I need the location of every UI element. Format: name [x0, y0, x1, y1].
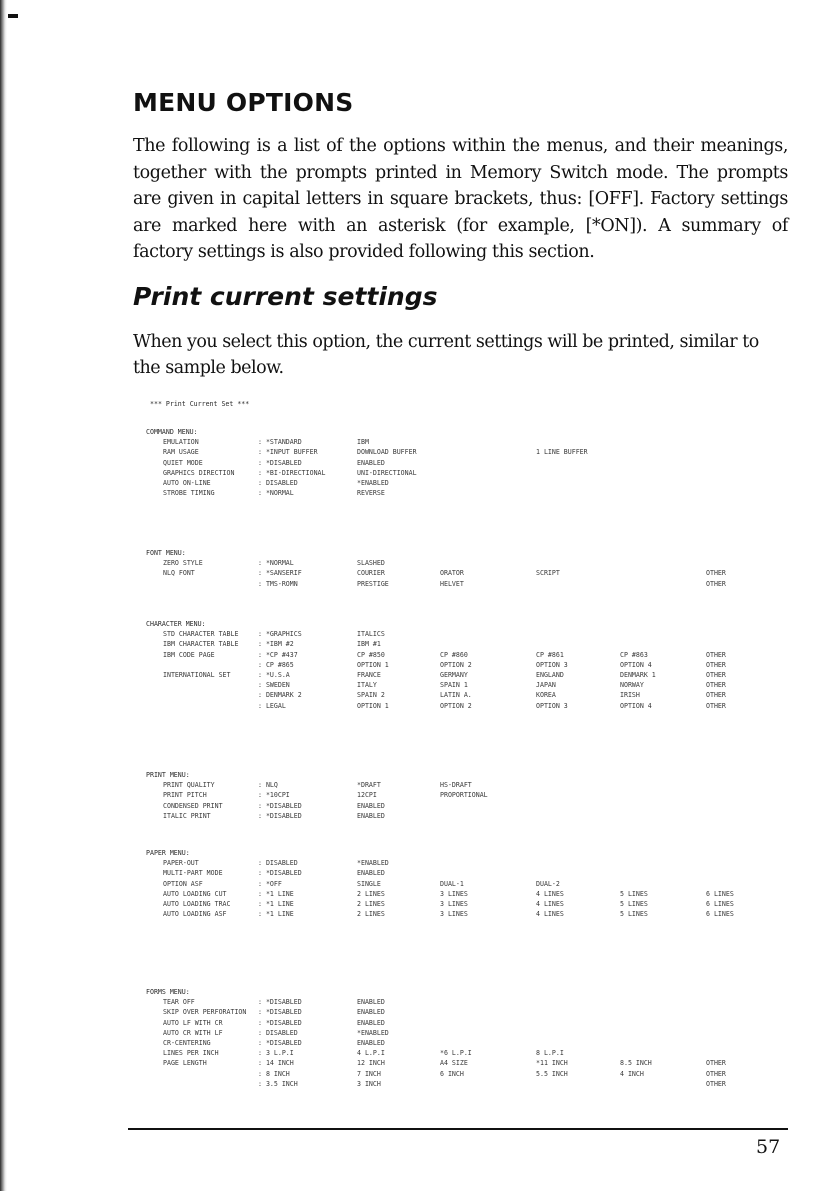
printout-option-value: OPTION 2 — [440, 701, 472, 710]
printout-option-value: 8 L.P.I — [536, 1049, 564, 1058]
printout-option-label: OPTION ASF — [163, 879, 203, 888]
printout-option-value: 3 LINES — [440, 900, 468, 908]
printout-option-value: : *10CPI — [258, 791, 290, 800]
printout-option-label: IBM CODE PAGE — [163, 650, 215, 659]
printout-option-value: OTHER — [706, 1059, 726, 1068]
printout-option-value: : *DISABLED — [258, 811, 302, 820]
printout-option-value: CP #850 — [357, 650, 385, 659]
printout-option-label: GRAPHICS DIRECTION — [163, 468, 235, 477]
printout-option-value: 6 LINES — [706, 889, 734, 898]
printout-option-value: ENABLED — [357, 998, 385, 1007]
printout-option-value: SPAIN 1 — [440, 681, 468, 690]
printout-option-value: DOWNLOAD BUFFER — [357, 448, 417, 457]
printout-option-label: PRINT QUALITY — [163, 781, 215, 790]
printout-option-label: INTERNATIONAL SET — [163, 671, 231, 679]
printout-option-value: : *NORMAL — [258, 559, 294, 568]
printout-option-value: *6 L.P.I — [440, 1049, 472, 1058]
printout-option-value: *ENABLED — [357, 479, 389, 487]
printout-option-value: : DENMARK 2 — [258, 691, 302, 700]
printout-option-value: : *NORMAL — [258, 489, 294, 498]
intro-paragraph: The following is a list of the options within the menus, and their meanings, together with the prompts printed in Memory Switch mode. The prompts are given in capital letters in square brackets, thus: [OFF]. Factory settings are marked here with an asterisk (for example, [*ON]). A summary of factory settings is also provided following this section. — [133, 136, 788, 262]
printout-option-value: KOREA — [536, 691, 556, 700]
printout-menu-name: CHARACTER MENU: — [146, 620, 206, 628]
printout-option-value: 3 INCH — [357, 1079, 381, 1088]
printout-option-value: 7 INCH — [357, 1069, 381, 1078]
printout-option-value: : *DISABLED — [258, 1039, 302, 1047]
printout-option-value: ENABLED — [357, 811, 385, 820]
printout-option-value: OTHER — [706, 701, 726, 710]
printout-option-value: : TMS-ROMN — [258, 579, 298, 588]
printout-menu-name: FORMS MENU: — [146, 988, 190, 996]
printout-option-value: ITALY — [357, 681, 377, 690]
printout-option-value: OPTION 2 — [440, 660, 472, 669]
printout-option-value: CP #863 — [620, 650, 648, 659]
printout-option-label: AUTO LOADING TRAC — [163, 900, 231, 908]
printout-option-label: AUTO CR WITH LF — [163, 1028, 223, 1037]
printout-option-value: 4 LINES — [536, 889, 564, 898]
printout-option-label: LINES PER INCH — [163, 1049, 219, 1058]
printout-option-value: 6 INCH — [440, 1069, 464, 1078]
printout-option-value: : 3.5 INCH — [258, 1079, 298, 1088]
printout-option-value: : *1 LINE — [258, 889, 294, 898]
printout-option-value: : *DISABLED — [258, 1008, 302, 1017]
printout-option-label: CR-CENTERING — [163, 1039, 211, 1047]
printout-option-value: ENGLAND — [536, 671, 564, 679]
printout-option-value: ENABLED — [357, 801, 385, 810]
printout-header: *** Print Current Set *** — [150, 400, 250, 408]
printout-option-value: : SWEDEN — [258, 681, 290, 690]
printout-option-value: : *DISABLED — [258, 869, 302, 878]
printout-option-value: : *GRAPHICS — [258, 630, 302, 639]
printout-option-label: PAGE LENGTH — [163, 1059, 207, 1068]
printout-option-label: QUIET MODE — [163, 458, 203, 467]
printout-option-value: SPAIN 2 — [357, 691, 385, 700]
printout-option-value: : 8 INCH — [258, 1069, 290, 1078]
printout-option-value: OPTION 4 — [620, 701, 652, 710]
printout-option-value: 12 INCH — [357, 1059, 385, 1068]
printout-option-label: IBM CHARACTER TABLE — [163, 640, 239, 649]
printout-option-value: ENABLED — [357, 1008, 385, 1017]
printout-option-label: RAM USAGE — [163, 448, 199, 457]
printout-option-value: DUAL-1 — [440, 879, 464, 888]
printout-option-value: : *1 LINE — [258, 910, 294, 919]
printout-option-label: AUTO LOADING ASF — [163, 910, 227, 919]
printout-option-value: 4 L.P.I — [357, 1049, 385, 1058]
printout-option-value: ORATOR — [440, 569, 464, 578]
printout-menu-name: PAPER MENU: — [146, 849, 190, 857]
printout-option-value: : *1 LINE — [258, 900, 294, 908]
printout-option-value: OTHER — [706, 660, 726, 669]
printout-option-value: : *SANSERIF — [258, 569, 302, 578]
printout-option-value: CP #860 — [440, 650, 468, 659]
printout-option-value: SLASHED — [357, 559, 385, 568]
printout-option-value: OTHER — [706, 650, 726, 659]
printout-menu-name: COMMAND MENU: — [146, 428, 198, 436]
printout-option-value: : *U.S.A — [258, 671, 290, 679]
printout-option-value: : DISABLED — [258, 479, 298, 487]
printout-option-value: : *DISABLED — [258, 998, 302, 1007]
printout-option-value: OTHER — [706, 569, 726, 578]
printout-option-value: OPTION 3 — [536, 660, 568, 669]
printout-option-value: : *STANDARD — [258, 438, 302, 447]
printout-option-value: 4 INCH — [620, 1069, 644, 1078]
printout-option-value: : NLQ — [258, 781, 278, 790]
page-title: MENU OPTIONS — [133, 88, 354, 117]
printout-option-value: REVERSE — [357, 489, 385, 498]
section-title: Print current settings — [133, 282, 438, 311]
printout-option-value: : *IBM #2 — [258, 640, 294, 649]
printout-option-value: 5 LINES — [620, 910, 648, 919]
printout-option-value: : *DISABLED — [258, 1018, 302, 1027]
printout-option-value: ENABLED — [357, 869, 385, 878]
printout-option-label: AUTO ON-LINE — [163, 479, 211, 487]
printout-option-value: : *CP #437 — [258, 650, 298, 659]
printout-option-value: SINGLE — [357, 879, 381, 888]
printout-option-label: NLQ FONT — [163, 569, 195, 578]
printout-option-value: IBM — [357, 438, 369, 447]
printout-option-value: PROPORTIONAL — [440, 791, 488, 800]
printout-option-label: STD CHARACTER TABLE — [163, 630, 239, 639]
printout-option-value: : DISABLED — [258, 859, 298, 868]
printout-option-value: 2 LINES — [357, 910, 385, 919]
printout-option-value: : CP #865 — [258, 660, 294, 669]
printout-option-value: : *DISABLED — [258, 458, 302, 467]
printout-option-value: 2 LINES — [357, 889, 385, 898]
printout-option-value: 8.5 INCH — [620, 1059, 652, 1068]
printout-option-value: OTHER — [706, 681, 726, 690]
printout-option-value: OTHER — [706, 1069, 726, 1078]
printout-option-value: : *INPUT BUFFER — [258, 448, 318, 457]
printout-option-value: CP #861 — [536, 650, 564, 659]
printout-option-value: SCRIPT — [536, 569, 560, 578]
printout-option-value: GERMANY — [440, 671, 468, 679]
printout-option-value: OTHER — [706, 671, 726, 679]
printout-option-value: *ENABLED — [357, 859, 389, 868]
printout-option-value: DENMARK 1 — [620, 671, 656, 679]
printout-option-value: COURIER — [357, 569, 385, 578]
printout-option-value: JAPAN — [536, 681, 556, 690]
printout-option-label: ZERO STYLE — [163, 559, 203, 568]
printout-option-value: 12CPI — [357, 791, 377, 800]
printout-option-value: : LEGAL — [258, 701, 286, 710]
printout-option-value: : *OFF — [258, 879, 282, 888]
printout-option-value: : *BI-DIRECTIONAL — [258, 468, 326, 477]
bottom-rule — [128, 1128, 788, 1130]
printout-option-value: OPTION 1 — [357, 660, 389, 669]
printout-option-value: OTHER — [706, 579, 726, 588]
printout-option-value: IBM #1 — [357, 640, 381, 649]
printout-option-value: ENABLED — [357, 458, 385, 467]
printout-option-value: OTHER — [706, 1079, 726, 1088]
printout-option-value: : 14 INCH — [258, 1059, 294, 1068]
printout-option-value: DUAL-2 — [536, 879, 560, 888]
printout-option-label: PAPER-OUT — [163, 859, 199, 868]
printout-option-value: FRANCE — [357, 671, 381, 679]
printout-option-value: LATIN A. — [440, 691, 472, 700]
printout-option-value: *DRAFT — [357, 781, 381, 790]
page-number: 57 — [756, 1136, 781, 1158]
printout-option-value: OTHER — [706, 691, 726, 700]
printout-option-value: 3 LINES — [440, 910, 468, 919]
printout-option-label: ITALIC PRINT — [163, 811, 211, 820]
printout-option-value: ENABLED — [357, 1039, 385, 1047]
printout-option-label: AUTO LOADING CUT — [163, 889, 227, 898]
printout-menu-name: PRINT MENU: — [146, 771, 190, 779]
printout-option-value: ENABLED — [357, 1018, 385, 1027]
printout-option-value: 6 LINES — [706, 900, 734, 908]
printout-option-value: 5 LINES — [620, 900, 648, 908]
printout-option-label: MULTI-PART MODE — [163, 869, 223, 878]
printout-option-label: STROBE TIMING — [163, 489, 215, 498]
printout-option-value: OPTION 1 — [357, 701, 389, 710]
printout-option-value: : *DISABLED — [258, 801, 302, 810]
printout-option-value: IRISH — [620, 691, 640, 700]
printout-option-value: PRESTIGE — [357, 579, 389, 588]
section-text: When you select this option, the current settings will be printed, similar to the sample below. — [133, 332, 759, 378]
printout-option-label: PRINT PITCH — [163, 791, 207, 800]
printout-option-value: OPTION 3 — [536, 701, 568, 710]
printout-option-value: *ENABLED — [357, 1028, 389, 1037]
printout-option-value: A4 SIZE — [440, 1059, 468, 1068]
printout-option-value: 5.5 INCH — [536, 1069, 568, 1078]
printout-option-value: OPTION 4 — [620, 660, 652, 669]
printout-option-value: 5 LINES — [620, 889, 648, 898]
printout-option-value: HELVET — [440, 579, 464, 588]
printout-option-value: 2 LINES — [357, 900, 385, 908]
printout-option-value: 4 LINES — [536, 900, 564, 908]
printout-option-value: HS-DRAFT — [440, 781, 472, 790]
printout-option-label: SKIP OVER PERFORATION — [163, 1008, 247, 1017]
printout-option-value: UNI-DIRECTIONAL — [357, 468, 417, 477]
printout-option-label: AUTO LF WITH CR — [163, 1018, 223, 1027]
printout-option-value: 6 LINES — [706, 910, 734, 919]
printout-option-value: 3 LINES — [440, 889, 468, 898]
printout-option-value: *11 INCH — [536, 1059, 568, 1068]
printout-option-value: : 3 L.P.I — [258, 1049, 294, 1058]
printout-option-value: 4 LINES — [536, 910, 564, 919]
printout-option-value: : DISABLED — [258, 1028, 298, 1037]
printout-option-label: CONDENSED PRINT — [163, 801, 223, 810]
printout-option-value: 1 LINE BUFFER — [536, 448, 588, 457]
printout-menu-name: FONT MENU: — [146, 549, 186, 557]
printout-option-value: NORWAY — [620, 681, 644, 690]
printout-option-label: EMULATION — [163, 438, 199, 447]
printout-option-label: TEAR OFF — [163, 998, 195, 1007]
printout-option-value: ITALICS — [357, 630, 385, 639]
